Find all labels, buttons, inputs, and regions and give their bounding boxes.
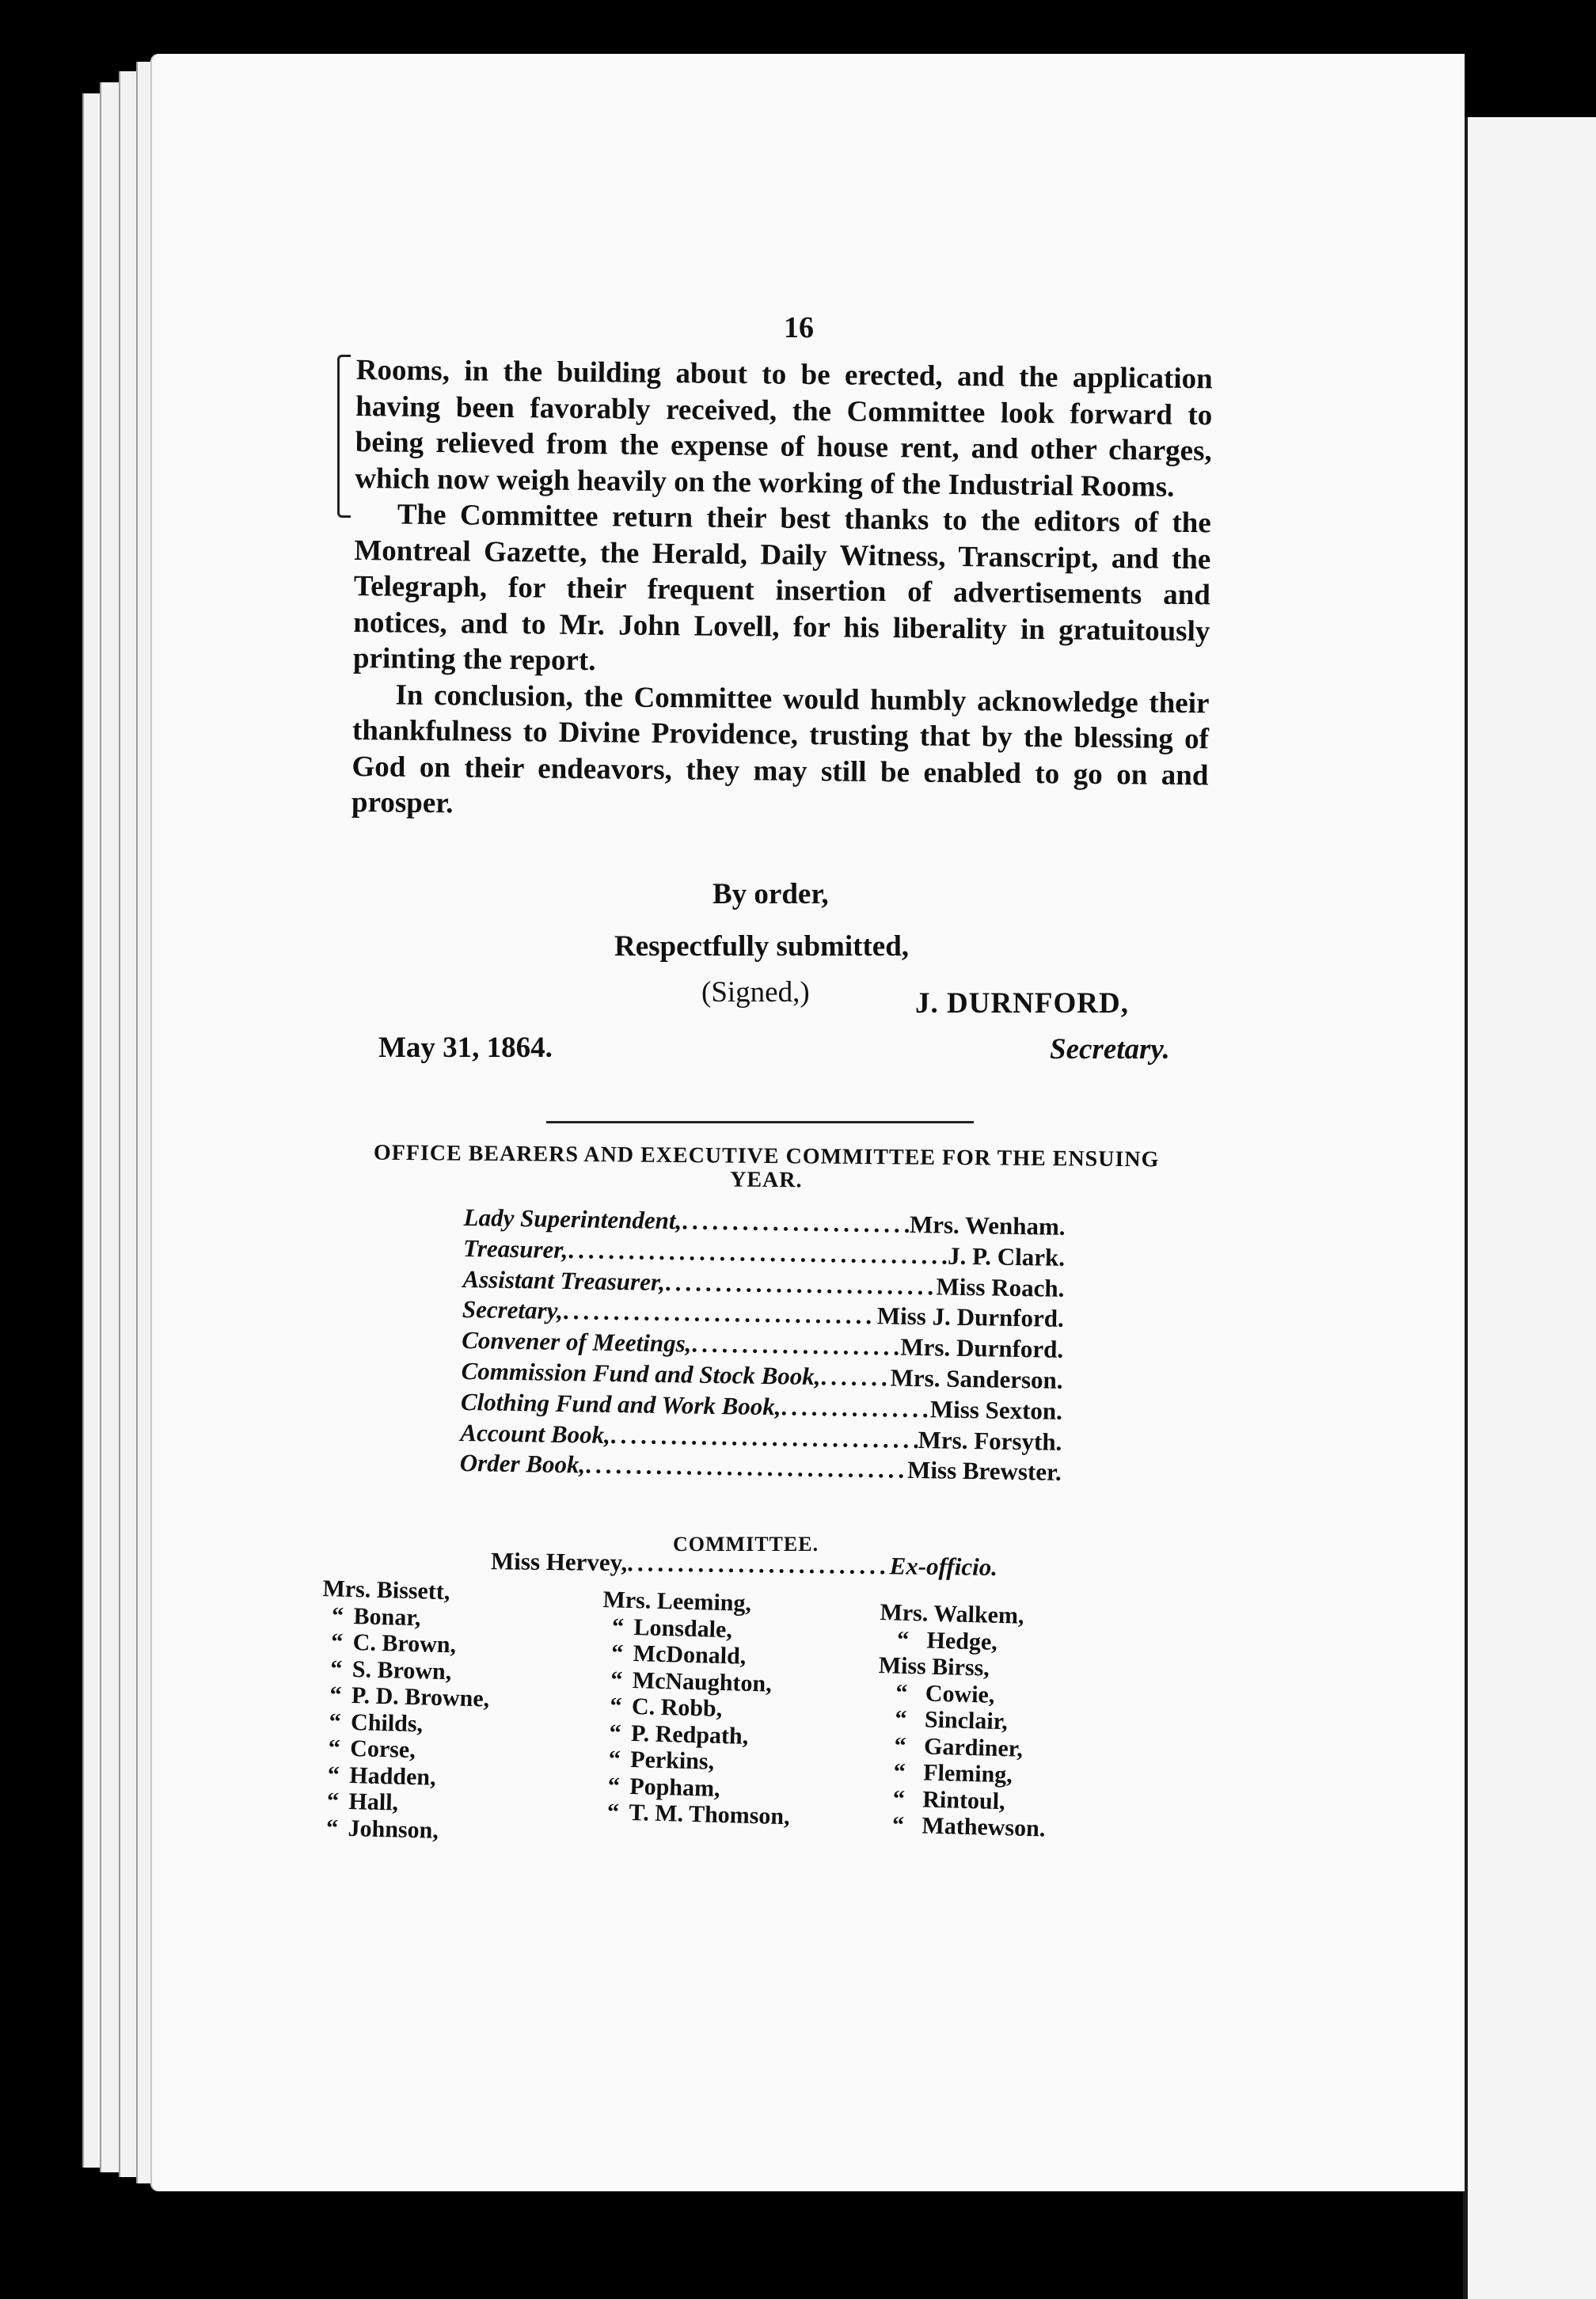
committee-column-3: [874, 1599, 1051, 1842]
paragraph: The Committee return their best thanks to the editors of the Montreal Gazette, the Herald, Daily Witness, Transcript, and the Telegraph, for their frequent insertion of advertisements and notices, and to Mr. John Lovell, for his liberality in gratuitously printing the report.: [352, 498, 1212, 678]
committee-member: “Perkins,: [598, 1746, 792, 1777]
committee-member: “Cowie,: [877, 1678, 1049, 1709]
committee-member: “T. M. Thomson,: [597, 1799, 790, 1830]
office-row: Clothing Fund and Work Book, ..... Miss Sexton.: [461, 1387, 1063, 1427]
committee-member: “Popham,: [598, 1772, 791, 1803]
respectfully-submitted: Respectfully submitted,: [614, 930, 910, 963]
office-row: Commission Fund and Stock Book, ..... Mrs. Sanderson.: [461, 1356, 1063, 1396]
office-bearers-list: [460, 1203, 1066, 1488]
office-row: Assistant Treasurer, ..... Miss Roach.: [462, 1264, 1065, 1305]
committee-member: “P. Redpath,: [599, 1719, 792, 1750]
section-divider: [546, 1121, 974, 1123]
committee-member: “Hadden,: [317, 1761, 488, 1792]
committee-member: Mrs. Walkem,: [880, 1599, 1024, 1629]
office-bearers-heading: OFFICE BEARERS AND EXECUTIVE COMMITTEE FOR THE ENSUING YEAR.: [373, 1140, 1160, 1193]
committee-heading: COMMITTEE.: [673, 1533, 819, 1556]
signed-label: (Signed,): [701, 976, 810, 1009]
margin-bracket: [337, 355, 351, 518]
committee-member: “McDonald,: [601, 1640, 794, 1671]
office-row: Account Book, ..... Mrs. Forsyth.: [460, 1418, 1062, 1458]
signer-title: Secretary.: [1050, 1033, 1170, 1066]
by-order: By order,: [712, 878, 829, 910]
committee-member: “McNaughton,: [600, 1666, 793, 1697]
committee-member: “S. Brown,: [320, 1655, 490, 1685]
committee-member: Miss Birss,: [878, 1651, 990, 1682]
committee-member: “Rintoul,: [875, 1784, 1047, 1815]
committee-member: “Childs,: [319, 1708, 489, 1738]
committee-member: “C. Robb,: [600, 1693, 793, 1724]
committee-column-1: [316, 1575, 492, 1845]
ex-officio-label: Ex-officio.: [889, 1552, 998, 1581]
committee-member: “Johnson,: [316, 1814, 486, 1845]
facing-page: [1463, 117, 1596, 2299]
office-row: Order Book, ..... Miss Brewster.: [460, 1448, 1062, 1488]
office-row: Convener of Meetings, ..... Mrs. Durnford.: [462, 1325, 1064, 1366]
report-date: May 31, 1864.: [378, 1032, 553, 1064]
committee-member: “C. Brown,: [321, 1628, 491, 1659]
committee-member: “Fleming,: [876, 1758, 1047, 1789]
ex-officio-name: Miss Hervey,: [490, 1547, 628, 1577]
committee-member: “Gardiner,: [876, 1731, 1048, 1762]
committee-member: “P. D. Browne,: [320, 1682, 490, 1712]
signer-name: J. DURNFORD,: [915, 987, 1129, 1020]
office-row: Treasurer, ..... J. P. Clark.: [463, 1233, 1066, 1274]
office-row: Lady Superintendent, ..... Mrs. Wenham.: [463, 1203, 1066, 1243]
paragraph: In conclusion, the Committee would humbly acknowledge their thankfulness to Divine Providence, trusting that by the blessing of God on their endeavors, they may still be enabled to go on and prosper.: [351, 678, 1210, 820]
committee-column-2: [597, 1586, 796, 1830]
committee-member: “Lonsdale,: [602, 1613, 795, 1644]
page-number: 16: [784, 311, 814, 344]
committee-member: Mrs. Bissett,: [322, 1575, 450, 1606]
committee-member: “Sinclair,: [877, 1705, 1049, 1736]
committee-member: “Hedge,: [879, 1625, 1051, 1656]
committee-member: “Mathewson.: [874, 1811, 1046, 1842]
committee-member: “Bonar,: [321, 1602, 492, 1632]
committee-member: “Hall,: [317, 1788, 487, 1818]
committee-member: Mrs. Leeming,: [602, 1586, 752, 1617]
report-body: [352, 352, 1213, 830]
paragraph: Rooms, in the building about to be erected, and the application having been favorably received, the Committee look forward to being relieved from the expense of house rent, and other charges, which now weigh heavily on the working of the Industrial Rooms.: [355, 353, 1213, 504]
office-row: Secretary, ..... Miss J. Durnford.: [462, 1294, 1065, 1335]
committee-member: “Corse,: [318, 1735, 488, 1765]
